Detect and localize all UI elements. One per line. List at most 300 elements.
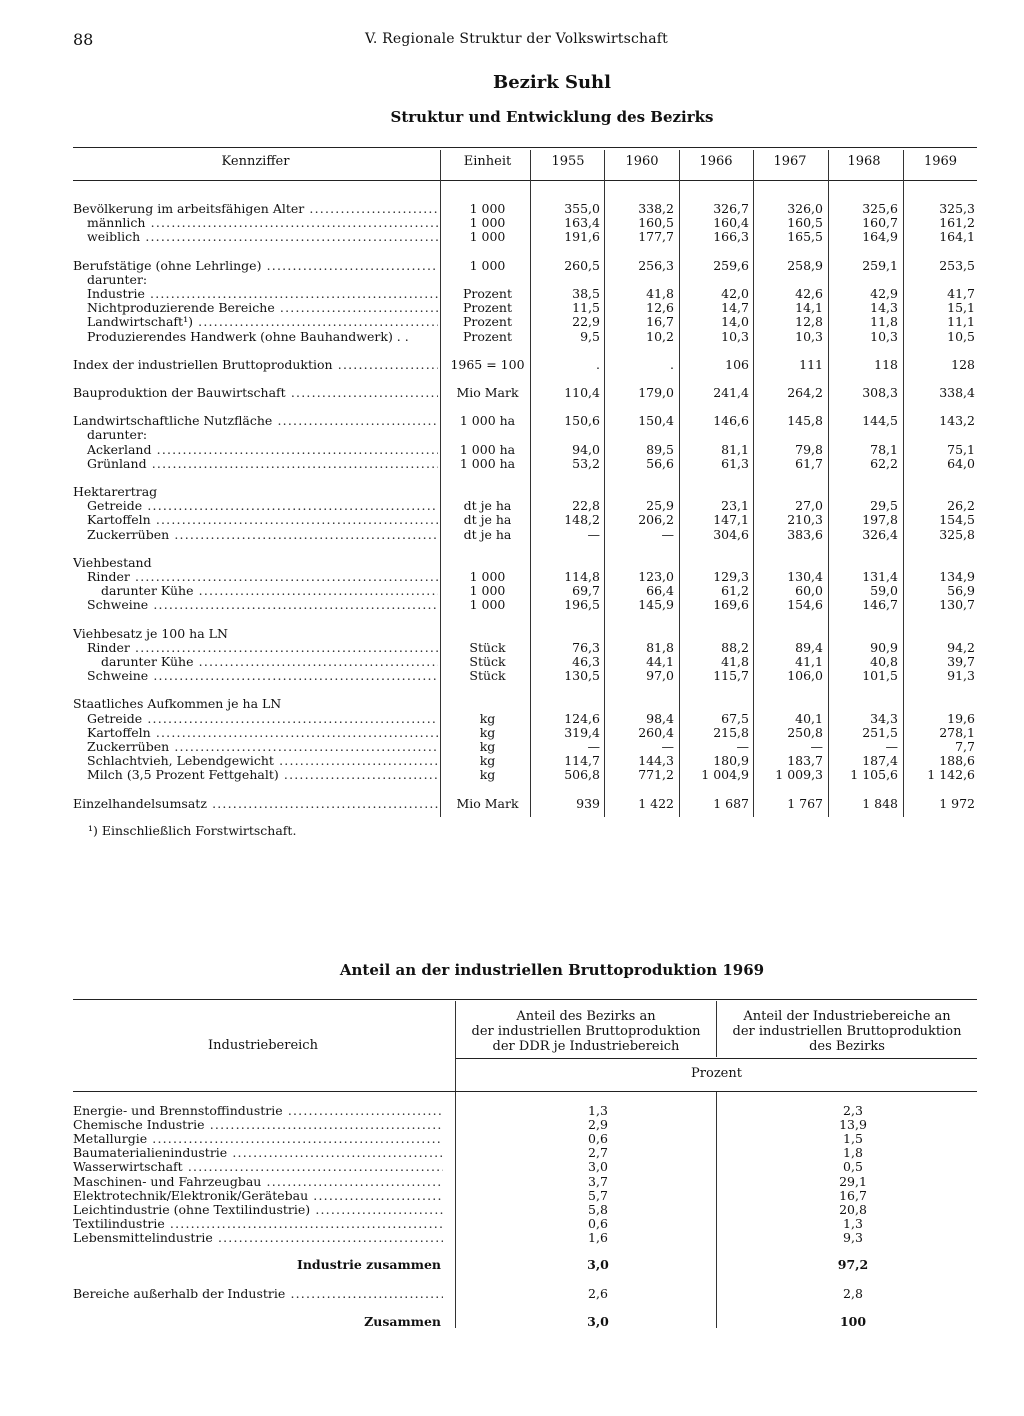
cell-value: 46,3 bbox=[572, 654, 600, 669]
header-year: 1960 bbox=[625, 154, 659, 169]
value-bezirk: 0,6 bbox=[588, 1131, 608, 1147]
cell-value: 160,5 bbox=[638, 215, 674, 231]
row-label bbox=[73, 1189, 443, 1203]
row-unit: Stück bbox=[469, 668, 506, 684]
cell-value: 326,4 bbox=[862, 526, 898, 542]
cell-value: 40,8 bbox=[870, 654, 898, 669]
cell-value: 12,8 bbox=[795, 314, 823, 330]
row-label bbox=[73, 499, 438, 513]
value-bezirk: 1,6 bbox=[588, 1229, 608, 1245]
row-label-text: Zuckerrüben bbox=[87, 527, 170, 542]
row-label-text: Schweine bbox=[87, 669, 149, 684]
row-unit: kg bbox=[479, 753, 496, 769]
cell-value: 76,3 bbox=[572, 639, 600, 655]
row-label bbox=[73, 1203, 443, 1217]
cell-value: 101,5 bbox=[862, 668, 898, 684]
cell-value: 94,0 bbox=[572, 441, 600, 457]
row-unit: Stück bbox=[469, 639, 506, 655]
value-industrie: 0,5 bbox=[843, 1159, 863, 1175]
cell-value: 16,7 bbox=[646, 314, 674, 330]
value-industrie: 20,8 bbox=[839, 1201, 867, 1217]
cell-value: 41,1 bbox=[795, 654, 823, 669]
cell-value: 89,4 bbox=[795, 639, 823, 655]
cell-value: 23,1 bbox=[721, 498, 749, 514]
row-unit: kg bbox=[479, 739, 496, 754]
row-label-text: Milch (3,5 Prozent Fettgehalt) bbox=[87, 768, 279, 783]
cell-value: 260,4 bbox=[638, 724, 674, 740]
cell-value: 145,8 bbox=[787, 413, 823, 429]
row-label-text: Bevölkerung im arbeitsfähigen Alter bbox=[73, 202, 305, 216]
row-label-text: Zuckerrüben bbox=[87, 740, 170, 754]
cell-value: 166,3 bbox=[713, 229, 749, 245]
value-bezirk: 3,7 bbox=[588, 1173, 608, 1189]
value-bezirk: 2,6 bbox=[588, 1286, 608, 1301]
cell-value: 26,2 bbox=[947, 498, 975, 514]
cell-value: 1 422 bbox=[638, 795, 674, 811]
cell-value: 34,3 bbox=[870, 710, 898, 726]
row-label-text: Chemische Industrie bbox=[73, 1118, 205, 1133]
cell-value: 14,3 bbox=[870, 300, 898, 316]
cell-value: 56,9 bbox=[947, 583, 975, 599]
row-unit: Stück bbox=[469, 654, 506, 669]
cell-value: — bbox=[661, 739, 674, 754]
row-label-text: Bauproduktion der Bauwirtschaft bbox=[73, 386, 286, 400]
cell-value: 22,9 bbox=[572, 314, 600, 330]
value-industrie: 13,9 bbox=[839, 1117, 867, 1133]
cell-value: 215,8 bbox=[713, 724, 749, 740]
row-label bbox=[73, 740, 438, 754]
cell-value: 1 004,9 bbox=[701, 767, 749, 783]
row-unit: 1 000 bbox=[469, 229, 506, 245]
cell-value: 160,5 bbox=[787, 215, 823, 231]
row-label bbox=[73, 485, 438, 499]
page-number: 88 bbox=[73, 30, 94, 49]
row-label bbox=[73, 414, 438, 428]
row-label bbox=[73, 641, 438, 655]
cell-value: 38,5 bbox=[572, 286, 600, 301]
cell-value: 69,7 bbox=[572, 583, 600, 599]
cell-value: 308,3 bbox=[862, 385, 898, 400]
value-industrie: 1,3 bbox=[843, 1215, 863, 1231]
header-kennziffer: Kennziffer bbox=[221, 154, 290, 169]
cell-value: 90,9 bbox=[870, 639, 898, 655]
row-label: Industrie zusammen bbox=[296, 1258, 441, 1272]
cell-value: 1 767 bbox=[787, 795, 823, 811]
header-year: 1955 bbox=[551, 154, 585, 169]
row-label-text: Textilindustrie bbox=[73, 1216, 165, 1231]
cell-value: 325,3 bbox=[939, 201, 975, 216]
cell-value: 147,1 bbox=[713, 512, 749, 528]
cell-value: — bbox=[885, 739, 898, 754]
row-label-text: Leichtindustrie (ohne Textilindustrie) bbox=[73, 1202, 311, 1217]
row-unit: Prozent bbox=[463, 314, 512, 330]
cell-value: 183,7 bbox=[787, 753, 823, 769]
cell-value: 114,7 bbox=[564, 753, 600, 769]
cell-value: 251,5 bbox=[862, 724, 898, 740]
cell-value: 241,4 bbox=[713, 385, 749, 400]
cell-value: 278,1 bbox=[939, 724, 975, 740]
row-label bbox=[73, 259, 438, 273]
row-label bbox=[73, 528, 438, 542]
cell-value: 134,9 bbox=[939, 569, 975, 584]
cell-value: 383,6 bbox=[787, 526, 823, 542]
row-label-text: Hektarertrag bbox=[73, 485, 158, 499]
cell-value: 259,6 bbox=[713, 257, 749, 273]
cell-value: 40,1 bbox=[795, 710, 823, 726]
row-label-text: Index der industriellen Bruttoproduktion bbox=[73, 357, 333, 372]
cell-value: 41,7 bbox=[947, 286, 975, 301]
row-unit: 1 000 ha bbox=[459, 413, 516, 429]
row-unit: dt je ha bbox=[463, 498, 512, 514]
value-bezirk: 5,7 bbox=[588, 1187, 608, 1203]
cell-value: 143,2 bbox=[939, 413, 975, 429]
row-label-text: darunter: bbox=[87, 272, 148, 287]
cell-value: 42,9 bbox=[870, 286, 898, 301]
cell-value: 165,5 bbox=[787, 229, 823, 245]
cell-value: 355,0 bbox=[564, 201, 600, 216]
row-label-text: Bereiche außerhalb der Industrie bbox=[73, 1287, 286, 1301]
row-label-text: Getreide bbox=[87, 711, 143, 726]
cell-value: 264,2 bbox=[787, 385, 823, 400]
cell-value: 191,6 bbox=[564, 229, 600, 245]
row-unit: 1 000 bbox=[469, 257, 506, 273]
row-label: Zusammen bbox=[364, 1315, 441, 1329]
row-label bbox=[73, 230, 438, 244]
cell-value: 61,3 bbox=[721, 455, 749, 471]
cell-value: 64,0 bbox=[947, 455, 975, 471]
row-label-text: darunter Kühe bbox=[101, 655, 194, 669]
footnote: ¹) Einschließlich Forstwirtschaft. bbox=[88, 823, 297, 838]
cell-value: 325,6 bbox=[862, 201, 898, 216]
row-label-text: Landwirtschaft¹) bbox=[87, 315, 193, 330]
cell-value: 98,4 bbox=[646, 710, 674, 726]
header-anteil-bezirk bbox=[456, 1009, 716, 1054]
row-label bbox=[73, 443, 438, 457]
value-industrie: 16,7 bbox=[839, 1187, 867, 1203]
cell-value: 10,5 bbox=[947, 328, 975, 344]
header-line: Anteil des Bezirks an bbox=[516, 1009, 656, 1024]
header-year: 1967 bbox=[773, 154, 807, 169]
row-label bbox=[73, 1175, 443, 1189]
row-label-text: Lebensmittelindustrie bbox=[73, 1230, 213, 1245]
row-label-text: Rinder bbox=[87, 570, 130, 584]
row-label-text: weiblich bbox=[87, 230, 141, 245]
cell-value: 1 142,6 bbox=[927, 767, 975, 783]
cell-value: 130,7 bbox=[939, 597, 975, 613]
cell-value: 44,1 bbox=[646, 654, 674, 669]
row-label bbox=[73, 1118, 443, 1132]
cell-value: 10,3 bbox=[795, 328, 823, 344]
cell-value: 88,2 bbox=[721, 639, 749, 655]
cell-value: . bbox=[596, 356, 600, 372]
cell-value: 179,0 bbox=[638, 385, 674, 400]
cell-value: 124,6 bbox=[564, 710, 600, 726]
cell-value: 1 972 bbox=[939, 795, 975, 811]
value-bezirk: 3,0 bbox=[587, 1257, 609, 1272]
row-label-text: Baumaterialienindustrie bbox=[73, 1146, 228, 1161]
cell-value: 61,2 bbox=[721, 583, 749, 599]
row-unit: kg bbox=[479, 710, 496, 726]
row-label bbox=[73, 669, 438, 683]
row-label bbox=[73, 1104, 443, 1118]
row-unit: kg bbox=[479, 767, 496, 783]
value-industrie: 29,1 bbox=[839, 1173, 867, 1189]
value-bezirk: 3,0 bbox=[587, 1314, 609, 1329]
cell-value: 106 bbox=[725, 356, 749, 372]
cell-value: 164,9 bbox=[862, 229, 898, 245]
cell-value: 53,2 bbox=[572, 455, 600, 471]
row-label-text: Energie- und Brennstoffindustrie bbox=[73, 1104, 283, 1118]
cell-value: 146,7 bbox=[862, 597, 898, 613]
row-unit: Prozent bbox=[463, 286, 512, 301]
table2-title: Anteil an der industriellen Bruttoproduktion 1969 bbox=[339, 961, 765, 979]
row-label-text: Kartoffeln bbox=[87, 513, 151, 528]
row-label bbox=[73, 330, 438, 344]
cell-value: 41,8 bbox=[721, 654, 749, 669]
cell-value: 15,1 bbox=[947, 300, 975, 316]
header-anteil-industriebereiche bbox=[717, 1009, 977, 1054]
row-label bbox=[73, 712, 438, 726]
header-year: 1968 bbox=[847, 154, 881, 169]
cell-value: 42,0 bbox=[721, 286, 749, 301]
cell-value: 11,8 bbox=[870, 314, 898, 330]
row-label-text: Wasserwirtschaft bbox=[73, 1160, 183, 1175]
cell-value: 110,4 bbox=[564, 385, 600, 400]
cell-value: . bbox=[670, 356, 674, 372]
header-prozent: Prozent bbox=[691, 1066, 742, 1081]
cell-value: 326,0 bbox=[787, 201, 823, 216]
value-bezirk: 2,9 bbox=[588, 1117, 608, 1133]
cell-value: — bbox=[810, 739, 823, 754]
cell-value: 206,2 bbox=[638, 512, 674, 528]
row-label-text: Schweine bbox=[87, 598, 149, 613]
row-label-text: Getreide bbox=[87, 499, 143, 514]
cell-value: 91,3 bbox=[947, 668, 975, 684]
row-label-text: Maschinen- und Fahrzeugbau bbox=[73, 1174, 262, 1189]
cell-value: 1 848 bbox=[862, 795, 898, 811]
cell-value: 79,8 bbox=[795, 441, 823, 457]
cell-value: 115,7 bbox=[713, 668, 749, 684]
row-label bbox=[73, 216, 438, 230]
cell-value: 197,8 bbox=[862, 512, 898, 528]
cell-value: 9,5 bbox=[580, 328, 600, 344]
cell-value: 210,3 bbox=[787, 512, 823, 528]
cell-value: 250,8 bbox=[787, 724, 823, 740]
cell-value: 61,7 bbox=[795, 455, 823, 471]
value-bezirk: 1,3 bbox=[588, 1103, 608, 1118]
header-line: der industriellen Bruttoproduktion bbox=[471, 1024, 701, 1039]
row-label bbox=[73, 358, 438, 372]
cell-value: 1 009,3 bbox=[775, 767, 823, 783]
cell-value: 78,1 bbox=[870, 441, 898, 457]
cell-value: 111 bbox=[799, 356, 823, 372]
cell-value: 56,6 bbox=[646, 455, 674, 471]
row-label bbox=[73, 1146, 443, 1160]
value-industrie: 1,5 bbox=[843, 1131, 863, 1147]
cell-value: — bbox=[587, 739, 600, 754]
row-label bbox=[73, 273, 438, 287]
row-unit: 1 000 bbox=[469, 583, 506, 599]
cell-value: 506,8 bbox=[564, 767, 600, 783]
cell-value: 14,7 bbox=[721, 300, 749, 316]
cell-value: 163,4 bbox=[564, 215, 600, 231]
cell-value: 1 687 bbox=[713, 795, 749, 811]
cell-value: 67,5 bbox=[721, 710, 749, 726]
cell-value: 14,0 bbox=[721, 314, 749, 330]
cell-value: 1 105,6 bbox=[850, 767, 898, 783]
cell-value: 326,7 bbox=[713, 201, 749, 216]
cell-value: 304,6 bbox=[713, 526, 749, 542]
row-label bbox=[73, 202, 438, 216]
cell-value: — bbox=[661, 526, 674, 542]
row-label-text: Landwirtschaftliche Nutzfläche bbox=[73, 414, 273, 429]
row-label bbox=[73, 1160, 443, 1174]
row-label bbox=[73, 697, 438, 711]
cell-value: — bbox=[587, 526, 600, 542]
value-bezirk: 5,8 bbox=[588, 1201, 608, 1217]
table1-title: Struktur und Entwicklung des Bezirks bbox=[390, 108, 714, 126]
row-unit: Prozent bbox=[463, 300, 512, 316]
row-label-text: Schlachtvieh, Lebendgewicht bbox=[87, 754, 274, 769]
value-industrie: 100 bbox=[839, 1314, 867, 1329]
cell-value: 11,5 bbox=[572, 300, 600, 316]
value-bezirk: 0,6 bbox=[588, 1215, 608, 1231]
row-label-text: Rinder bbox=[87, 640, 130, 655]
cell-value: 94,2 bbox=[947, 639, 975, 655]
row-label-text: Metallurgie bbox=[73, 1132, 148, 1147]
page-title: Bezirk Suhl bbox=[493, 72, 611, 93]
cell-value: 39,7 bbox=[947, 654, 975, 669]
cell-value: 10,3 bbox=[721, 328, 749, 344]
cell-value: 29,5 bbox=[870, 498, 898, 514]
value-industrie: 1,8 bbox=[843, 1145, 863, 1161]
cell-value: 188,6 bbox=[939, 753, 975, 769]
row-label bbox=[73, 754, 438, 768]
cell-value: 131,4 bbox=[862, 569, 898, 584]
cell-value: 160,7 bbox=[862, 215, 898, 231]
row-unit: Mio Mark bbox=[456, 385, 519, 400]
row-unit: 1 000 bbox=[469, 569, 506, 584]
row-unit: kg bbox=[479, 724, 496, 740]
row-label bbox=[73, 556, 438, 570]
cell-value: 177,7 bbox=[638, 229, 674, 245]
cell-value: 118 bbox=[874, 356, 898, 372]
row-label bbox=[73, 655, 438, 669]
cell-value: 146,6 bbox=[713, 413, 749, 429]
value-industrie: 2,8 bbox=[843, 1286, 863, 1301]
row-unit: 1 000 ha bbox=[459, 455, 516, 471]
row-label bbox=[73, 315, 438, 329]
cell-value: 150,6 bbox=[564, 413, 600, 429]
cell-value: 180,9 bbox=[713, 753, 749, 769]
row-label bbox=[73, 768, 438, 782]
cell-value: 771,2 bbox=[638, 767, 674, 783]
cell-value: 129,3 bbox=[713, 569, 749, 584]
cell-value: 161,2 bbox=[939, 215, 975, 231]
cell-value: 148,2 bbox=[564, 512, 600, 528]
cell-value: 10,3 bbox=[870, 328, 898, 344]
row-label bbox=[73, 627, 438, 641]
cell-value: 42,6 bbox=[795, 286, 823, 301]
cell-value: 7,7 bbox=[955, 739, 975, 754]
row-unit: 1 000 bbox=[469, 215, 506, 231]
row-label bbox=[73, 797, 438, 811]
cell-value: 12,6 bbox=[646, 300, 674, 316]
header-year: 1969 bbox=[923, 154, 958, 169]
row-label bbox=[73, 1287, 443, 1301]
header-industriebereich: Industriebereich bbox=[208, 1038, 318, 1053]
row-unit: 1965 = 100 bbox=[450, 356, 525, 372]
row-unit: 1 000 ha bbox=[459, 441, 516, 457]
header-line: Anteil der Industriebereiche an bbox=[743, 1009, 951, 1024]
row-label bbox=[73, 1217, 443, 1231]
row-label-text: Kartoffeln bbox=[87, 725, 151, 740]
row-label-text: Viehbesatz je 100 ha LN bbox=[73, 626, 228, 641]
cell-value: 259,1 bbox=[862, 257, 898, 273]
cell-value: 169,6 bbox=[713, 597, 749, 613]
cell-value: 258,9 bbox=[787, 257, 823, 273]
row-unit: Mio Mark bbox=[456, 795, 519, 811]
cell-value: 253,5 bbox=[939, 257, 975, 273]
cell-value: 81,1 bbox=[721, 441, 749, 457]
cell-value: 114,8 bbox=[564, 569, 600, 584]
value-industrie: 97,2 bbox=[837, 1257, 869, 1272]
cell-value: 128 bbox=[951, 356, 975, 372]
cell-value: 60,0 bbox=[795, 583, 823, 599]
row-label-text: Viehbestand bbox=[73, 555, 152, 570]
cell-value: 939 bbox=[576, 795, 600, 811]
cell-value: 41,8 bbox=[646, 286, 674, 301]
row-label-text: darunter: bbox=[87, 428, 148, 443]
cell-value: 187,4 bbox=[862, 753, 898, 769]
cell-value: — bbox=[736, 739, 749, 754]
row-unit: Prozent bbox=[463, 328, 512, 344]
row-label-text: Elektrotechnik/Elektronik/Gerätebau bbox=[73, 1188, 309, 1203]
cell-value: 260,5 bbox=[564, 257, 600, 273]
row-label bbox=[73, 287, 438, 301]
cell-value: 66,4 bbox=[646, 583, 674, 599]
value-bezirk: 2,7 bbox=[588, 1145, 608, 1161]
cell-value: 22,8 bbox=[572, 498, 600, 514]
cell-value: 338,2 bbox=[638, 201, 674, 216]
value-industrie: 2,3 bbox=[843, 1103, 863, 1118]
cell-value: 144,5 bbox=[862, 413, 898, 429]
cell-value: 160,4 bbox=[713, 215, 749, 231]
header-line: der DDR je Industriebereich bbox=[492, 1039, 680, 1054]
row-label-text: Industrie bbox=[87, 287, 145, 301]
cell-value: 130,5 bbox=[564, 668, 600, 684]
cell-value: 25,9 bbox=[646, 498, 674, 514]
row-label bbox=[73, 386, 438, 400]
cell-value: 62,2 bbox=[870, 455, 898, 471]
value-bezirk: 3,0 bbox=[588, 1159, 608, 1175]
row-label bbox=[73, 726, 438, 740]
cell-value: 97,0 bbox=[646, 668, 674, 684]
row-label bbox=[73, 301, 438, 315]
header-einheit: Einheit bbox=[463, 154, 512, 169]
row-label bbox=[73, 598, 438, 612]
cell-value: 196,5 bbox=[564, 597, 600, 613]
row-label-text: Produzierendes Handwerk (ohne Bauhandwerk) . . bbox=[87, 329, 409, 344]
cell-value: 145,9 bbox=[638, 597, 674, 613]
row-label bbox=[73, 1231, 443, 1245]
cell-value: 154,5 bbox=[939, 512, 975, 528]
row-label-text: männlich bbox=[87, 216, 146, 231]
row-label bbox=[73, 570, 438, 584]
cell-value: 10,2 bbox=[646, 328, 674, 344]
row-label bbox=[73, 513, 438, 527]
cell-value: 19,6 bbox=[947, 710, 975, 726]
